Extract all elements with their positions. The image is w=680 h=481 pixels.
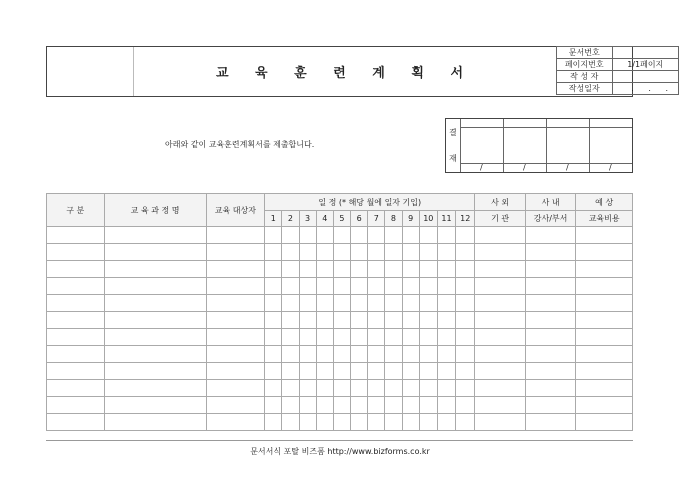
table-cell[interactable]: [419, 397, 437, 414]
table-cell[interactable]: [333, 363, 350, 380]
table-cell[interactable]: [402, 414, 419, 431]
table-cell[interactable]: [299, 261, 316, 278]
table-cell[interactable]: [104, 363, 206, 380]
month-header: 10: [419, 211, 437, 227]
table-cell[interactable]: [456, 227, 475, 244]
table-cell[interactable]: [419, 414, 437, 431]
table-cell[interactable]: [437, 227, 455, 244]
month-header: 5: [333, 211, 350, 227]
table-cell[interactable]: [47, 346, 105, 363]
document-header: [46, 46, 674, 97]
table-cell[interactable]: [475, 414, 526, 431]
table-cell[interactable]: [437, 244, 455, 261]
table-cell[interactable]: [282, 346, 299, 363]
table-cell[interactable]: [299, 244, 316, 261]
table-cell[interactable]: [576, 295, 633, 312]
table-cell[interactable]: [402, 329, 419, 346]
table-cell[interactable]: [456, 414, 475, 431]
table-cell[interactable]: [437, 397, 455, 414]
header-course: 교 육 과 정 명: [104, 194, 206, 227]
table-row: [47, 346, 633, 363]
table-cell[interactable]: [576, 227, 633, 244]
table-cell[interactable]: [402, 312, 419, 329]
table-cell[interactable]: [282, 312, 299, 329]
table-cell[interactable]: [402, 261, 419, 278]
header-budget-top: 예 상: [576, 194, 633, 211]
table-cell[interactable]: [47, 329, 105, 346]
month-header: 3: [299, 211, 316, 227]
table-cell[interactable]: [316, 397, 333, 414]
month-header: 11: [437, 211, 455, 227]
table-cell[interactable]: [402, 244, 419, 261]
table-cell[interactable]: [47, 414, 105, 431]
table-cell[interactable]: [282, 261, 299, 278]
table-cell[interactable]: [368, 261, 385, 278]
submission-sentence: 아래와 같이 교육훈련계획서를 제출합니다.: [165, 140, 315, 149]
table-cell[interactable]: [104, 295, 206, 312]
table-cell[interactable]: [437, 312, 455, 329]
table-cell[interactable]: [316, 244, 333, 261]
table-row: [47, 278, 633, 295]
table-row: [47, 363, 633, 380]
table-cell[interactable]: [206, 278, 265, 295]
table-cell[interactable]: [385, 278, 402, 295]
table-cell[interactable]: [316, 312, 333, 329]
table-cell[interactable]: [282, 414, 299, 431]
table-cell[interactable]: [206, 261, 265, 278]
table-cell[interactable]: [385, 244, 402, 261]
approval-signatures: [460, 119, 632, 172]
table-cell[interactable]: [104, 397, 206, 414]
table-cell[interactable]: [368, 329, 385, 346]
table-cell[interactable]: [265, 414, 282, 431]
table-cell[interactable]: [525, 312, 576, 329]
table-cell[interactable]: [475, 380, 526, 397]
month-header: 7: [368, 211, 385, 227]
approval-box: [445, 118, 633, 173]
table-cell[interactable]: [316, 295, 333, 312]
table-cell[interactable]: [316, 227, 333, 244]
approval-label-column: [446, 119, 461, 172]
month-header: 9: [402, 211, 419, 227]
table-cell[interactable]: [475, 278, 526, 295]
table-cell[interactable]: [456, 295, 475, 312]
table-cell[interactable]: [333, 261, 350, 278]
table-cell[interactable]: [419, 261, 437, 278]
table-cell[interactable]: [437, 295, 455, 312]
table-cell[interactable]: [351, 329, 368, 346]
table-cell[interactable]: [47, 227, 105, 244]
table-cell[interactable]: [456, 278, 475, 295]
table-cell[interactable]: [104, 380, 206, 397]
table-cell[interactable]: [299, 414, 316, 431]
table-cell[interactable]: [437, 278, 455, 295]
table-cell[interactable]: [475, 397, 526, 414]
table-cell[interactable]: [368, 380, 385, 397]
table-cell[interactable]: [419, 244, 437, 261]
table-cell[interactable]: [299, 312, 316, 329]
table-cell[interactable]: [265, 329, 282, 346]
table-cell[interactable]: [206, 312, 265, 329]
table-cell[interactable]: [351, 244, 368, 261]
table-cell[interactable]: [333, 380, 350, 397]
table-cell[interactable]: [299, 329, 316, 346]
document-meta: [557, 46, 674, 97]
table-cell[interactable]: [299, 346, 316, 363]
table-cell[interactable]: [351, 397, 368, 414]
table-cell[interactable]: [206, 329, 265, 346]
table-cell[interactable]: [419, 363, 437, 380]
table-cell[interactable]: [351, 346, 368, 363]
table-cell[interactable]: [333, 295, 350, 312]
table-cell[interactable]: [206, 227, 265, 244]
table-row: [47, 329, 633, 346]
table-cell[interactable]: [282, 227, 299, 244]
table-cell[interactable]: [475, 312, 526, 329]
table-cell[interactable]: [265, 295, 282, 312]
table-cell[interactable]: [316, 380, 333, 397]
table-cell[interactable]: [456, 363, 475, 380]
footer-text: 문서서식 포탈 비즈폼 http://www.bizforms.co.kr: [250, 447, 430, 456]
table-cell[interactable]: [104, 227, 206, 244]
table-row: [47, 261, 633, 278]
table-cell[interactable]: [47, 380, 105, 397]
header-external-bottom: 기 관: [475, 211, 526, 227]
table-cell[interactable]: [368, 312, 385, 329]
table-cell[interactable]: [206, 363, 265, 380]
table-cell[interactable]: [437, 380, 455, 397]
table-cell[interactable]: [475, 295, 526, 312]
table-cell[interactable]: [299, 380, 316, 397]
table-cell[interactable]: [265, 278, 282, 295]
table-cell[interactable]: [316, 346, 333, 363]
header-external-top: 사 외: [475, 194, 526, 211]
table-cell[interactable]: [525, 227, 576, 244]
table-cell[interactable]: [47, 295, 105, 312]
table-cell[interactable]: [475, 227, 526, 244]
meta-row: [557, 59, 679, 71]
table-cell[interactable]: [385, 261, 402, 278]
table-cell[interactable]: [351, 261, 368, 278]
meta-row: [557, 47, 679, 59]
table-row: [47, 244, 633, 261]
table-cell[interactable]: [456, 312, 475, 329]
table-row: [47, 397, 633, 414]
table-cell[interactable]: [104, 312, 206, 329]
meta-row: [557, 83, 679, 95]
table-cell[interactable]: [576, 261, 633, 278]
table-cell[interactable]: [368, 227, 385, 244]
table-cell[interactable]: [368, 278, 385, 295]
month-header: 1: [265, 211, 282, 227]
table-cell[interactable]: [351, 414, 368, 431]
table-cell[interactable]: [576, 363, 633, 380]
table-cell[interactable]: [385, 329, 402, 346]
table-cell[interactable]: [576, 312, 633, 329]
training-plan-table: [46, 193, 633, 431]
table-cell[interactable]: [525, 397, 576, 414]
table-cell[interactable]: [385, 312, 402, 329]
table-cell[interactable]: [419, 312, 437, 329]
table-cell[interactable]: [265, 363, 282, 380]
table-cell[interactable]: [265, 397, 282, 414]
table-cell[interactable]: [351, 380, 368, 397]
table-cell[interactable]: [351, 312, 368, 329]
approval-date-slash[interactable]: /: [523, 163, 526, 172]
table-cell[interactable]: [316, 414, 333, 431]
table-cell[interactable]: [419, 295, 437, 312]
table-cell[interactable]: [316, 363, 333, 380]
table-cell[interactable]: [525, 329, 576, 346]
table-cell[interactable]: [525, 244, 576, 261]
meta-value[interactable]: 1/1페이지: [612, 59, 678, 71]
table-cell[interactable]: [402, 363, 419, 380]
table-cell[interactable]: [368, 363, 385, 380]
approval-divider: [503, 119, 504, 172]
table-cell[interactable]: [104, 346, 206, 363]
table-cell[interactable]: [316, 278, 333, 295]
table-cell[interactable]: [475, 329, 526, 346]
table-cell[interactable]: [47, 397, 105, 414]
table-cell[interactable]: [385, 414, 402, 431]
table-cell[interactable]: [299, 397, 316, 414]
table-cell[interactable]: [419, 227, 437, 244]
meta-value[interactable]: [612, 47, 678, 59]
table-cell[interactable]: [456, 261, 475, 278]
table-cell[interactable]: [351, 227, 368, 244]
table-cell[interactable]: [265, 244, 282, 261]
header-division: 구 분: [47, 194, 105, 227]
table-cell[interactable]: [385, 363, 402, 380]
table-cell[interactable]: [475, 261, 526, 278]
table-cell[interactable]: [206, 295, 265, 312]
table-cell[interactable]: [525, 363, 576, 380]
table-cell[interactable]: [456, 329, 475, 346]
table-cell[interactable]: [456, 244, 475, 261]
table-cell[interactable]: [437, 346, 455, 363]
header-budget-bottom: 교육비용: [576, 211, 633, 227]
table-cell[interactable]: [525, 414, 576, 431]
table-row: [47, 227, 633, 244]
table-cell[interactable]: [419, 346, 437, 363]
table-cell[interactable]: [525, 261, 576, 278]
meta-label: 작 성 자: [557, 71, 613, 83]
month-header: 4: [316, 211, 333, 227]
table-cell[interactable]: [47, 261, 105, 278]
table-cell[interactable]: [299, 227, 316, 244]
table-cell[interactable]: [385, 380, 402, 397]
table-cell[interactable]: [368, 414, 385, 431]
table-cell[interactable]: [385, 346, 402, 363]
table-cell[interactable]: [456, 380, 475, 397]
table-cell[interactable]: [385, 295, 402, 312]
table-cell[interactable]: [475, 346, 526, 363]
table-cell[interactable]: [47, 312, 105, 329]
table-cell[interactable]: [265, 346, 282, 363]
table-cell[interactable]: [265, 380, 282, 397]
approval-date-slash[interactable]: /: [566, 163, 569, 172]
table-cell[interactable]: [456, 346, 475, 363]
table-cell[interactable]: [282, 363, 299, 380]
table-cell[interactable]: [402, 295, 419, 312]
table-cell[interactable]: [282, 380, 299, 397]
meta-value[interactable]: [612, 71, 678, 83]
table-cell[interactable]: [282, 244, 299, 261]
table-cell[interactable]: [475, 363, 526, 380]
table-cell[interactable]: [525, 380, 576, 397]
table-cell[interactable]: [576, 329, 633, 346]
table-cell[interactable]: [525, 278, 576, 295]
table-cell[interactable]: [333, 244, 350, 261]
header-internal-bottom: 강사/부서: [525, 211, 576, 227]
table-cell[interactable]: [437, 363, 455, 380]
table-cell[interactable]: [47, 244, 105, 261]
approval-date-slash[interactable]: /: [609, 163, 612, 172]
month-header: 12: [456, 211, 475, 227]
approval-date-slash[interactable]: /: [480, 163, 483, 172]
table-cell[interactable]: [576, 278, 633, 295]
table-cell[interactable]: [402, 346, 419, 363]
table-cell[interactable]: [333, 346, 350, 363]
table-cell[interactable]: [206, 244, 265, 261]
table-cell[interactable]: [576, 244, 633, 261]
table-cell[interactable]: [475, 244, 526, 261]
footer-divider: [46, 440, 633, 441]
meta-label: 문서번호: [557, 47, 613, 59]
table-cell[interactable]: [419, 329, 437, 346]
table-cell[interactable]: [333, 329, 350, 346]
table-cell[interactable]: [525, 295, 576, 312]
table-cell[interactable]: [333, 312, 350, 329]
month-header: 8: [385, 211, 402, 227]
table-cell[interactable]: [368, 397, 385, 414]
table-row: [47, 295, 633, 312]
table-cell[interactable]: [437, 261, 455, 278]
table-cell[interactable]: [368, 295, 385, 312]
table-cell[interactable]: [206, 346, 265, 363]
table-cell[interactable]: [104, 414, 206, 431]
table-row: [47, 414, 633, 431]
table-cell[interactable]: [299, 363, 316, 380]
table-cell[interactable]: [316, 329, 333, 346]
table-cell[interactable]: [456, 397, 475, 414]
table-cell[interactable]: [419, 278, 437, 295]
table-cell[interactable]: [282, 329, 299, 346]
table-cell[interactable]: [351, 295, 368, 312]
header-internal-top: 사 내: [525, 194, 576, 211]
table-cell[interactable]: [316, 261, 333, 278]
approval-divider: [589, 119, 590, 172]
table-cell[interactable]: [282, 295, 299, 312]
table-cell[interactable]: [385, 397, 402, 414]
header-schedule: 일 정 (* 해당 월에 일자 기입): [265, 194, 475, 211]
table-cell[interactable]: [402, 380, 419, 397]
table-cell[interactable]: [299, 278, 316, 295]
table-cell[interactable]: [368, 244, 385, 261]
table-cell[interactable]: [265, 312, 282, 329]
table-cell[interactable]: [419, 380, 437, 397]
table-cell[interactable]: [351, 278, 368, 295]
approval-char-1: 결: [449, 128, 457, 137]
table-row: [47, 380, 633, 397]
table-cell[interactable]: [576, 397, 633, 414]
table-cell[interactable]: [265, 227, 282, 244]
table-cell[interactable]: [402, 397, 419, 414]
table-cell[interactable]: [47, 278, 105, 295]
table-cell[interactable]: [47, 363, 105, 380]
table-cell[interactable]: [525, 346, 576, 363]
table-cell[interactable]: [299, 295, 316, 312]
table-cell[interactable]: [206, 414, 265, 431]
table-cell[interactable]: [402, 227, 419, 244]
table-cell[interactable]: [576, 414, 633, 431]
meta-label: 페이지번호: [557, 59, 613, 71]
table-cell[interactable]: [402, 278, 419, 295]
table-cell[interactable]: [576, 346, 633, 363]
table-cell[interactable]: [333, 414, 350, 431]
table-cell[interactable]: [265, 261, 282, 278]
meta-row: [557, 71, 679, 83]
table-cell[interactable]: [333, 227, 350, 244]
meta-value[interactable]: . . .: [612, 83, 678, 95]
table-cell[interactable]: [104, 261, 206, 278]
table-cell[interactable]: [368, 346, 385, 363]
table-cell[interactable]: [333, 397, 350, 414]
table-header-row: [47, 194, 633, 211]
table-cell[interactable]: [385, 227, 402, 244]
header-blank-cell: [47, 47, 134, 96]
approval-char-2: 재: [449, 154, 457, 163]
meta-label: 작성일자: [557, 83, 613, 95]
table-cell[interactable]: [104, 244, 206, 261]
document-title: 교 육 훈 련 계 획 서: [215, 66, 475, 81]
table-cell[interactable]: [282, 278, 299, 295]
table-cell[interactable]: [576, 380, 633, 397]
header-target: 교육 대상자: [206, 194, 265, 227]
table-cell[interactable]: [206, 397, 265, 414]
table-cell[interactable]: [206, 380, 265, 397]
table-cell[interactable]: [333, 278, 350, 295]
table-cell[interactable]: [351, 363, 368, 380]
month-header: 6: [351, 211, 368, 227]
table-row: [47, 312, 633, 329]
table-cell[interactable]: [437, 414, 455, 431]
table-cell[interactable]: [104, 278, 206, 295]
approval-divider: [546, 119, 547, 172]
table-cell[interactable]: [282, 397, 299, 414]
table-cell[interactable]: [104, 329, 206, 346]
table-cell[interactable]: [437, 329, 455, 346]
month-header: 2: [282, 211, 299, 227]
